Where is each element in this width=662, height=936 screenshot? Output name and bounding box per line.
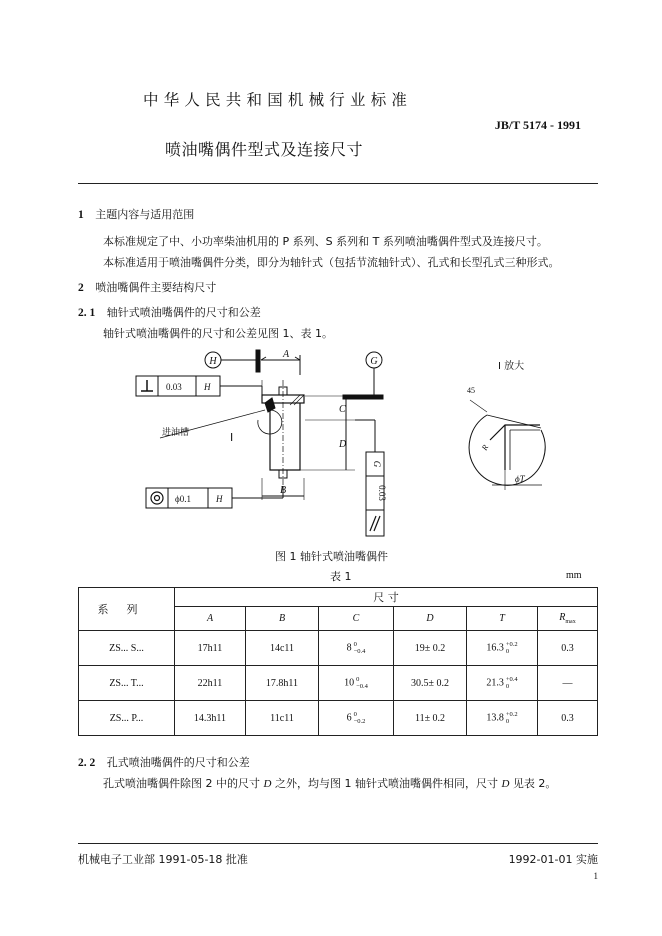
section-2-title: 喷油嘴偶件主要结构尺寸 (95, 281, 217, 294)
inlet-groove-label: 进油槽 (162, 428, 190, 438)
detail-t-label: ϕT (515, 474, 525, 484)
section-1-para-2: 本标准适用于喷油嘴偶件分类，即分为轴针式（包括节流轴针式）、孔式和长型孔式三种形式。 (103, 256, 560, 269)
datum-h-label: H (209, 356, 217, 367)
fcf-2-value: ϕ0.1 (175, 494, 191, 504)
fcf-3-value: 0.03 (377, 485, 387, 501)
footer-approved: 机械电子工业部 1991-05-18 批准 (78, 853, 248, 866)
standard-title: 中华人民共和国机械行业标准 (143, 91, 413, 109)
header-dimensions: 尺 寸 (175, 588, 598, 607)
datum-g-marker (343, 395, 383, 399)
nozzle-body (270, 403, 300, 470)
table-row: ZS... S... 17h11 14c11 8 0 −0.4 19± 0.2 16.3 +0.2 0 0.3 (79, 631, 598, 666)
datum-g-label: G (370, 356, 378, 367)
datum-h-marker (256, 350, 260, 372)
concentricity-icon (151, 492, 163, 504)
table-row: ZS... P... 14.3h11 11c11 6 0 −0.2 11± 0.2 13.8 +0.2 0 0.3 (79, 701, 598, 736)
header-col-d: D (394, 607, 467, 631)
dimension-a-label: A (283, 349, 290, 360)
section-2-1-para: 轴针式喷油嘴偶件的尺寸和公差见图 1、表 1。 (103, 327, 333, 340)
standard-number: JB/T 5174 - 1991 (494, 118, 581, 132)
detail-i-label: Ⅰ (230, 432, 234, 444)
section-1-number: 1 (78, 209, 84, 221)
document-title: 喷油嘴偶件型式及连接尺寸 (165, 140, 364, 159)
table-1-unit: mm (566, 570, 582, 581)
dimension-b-label: B (280, 485, 287, 496)
page-number: 1 (593, 871, 598, 881)
fcf-1-datum: H (204, 382, 211, 392)
header-col-c: C (319, 607, 394, 631)
section-2-2-heading (78, 756, 250, 770)
fcf-2-datum: H (216, 494, 223, 504)
footer-implemented: 1992-01-01 实施 (508, 853, 598, 866)
table-1 (78, 587, 598, 736)
section-2-2-number: 2. 2 (78, 757, 96, 769)
header-col-a: A (175, 607, 246, 631)
section-2-1-number: 2. 1 (78, 307, 96, 319)
section-2-2-title: 孔式喷油嘴偶件的尺寸和公差 (106, 756, 250, 769)
section-2-number: 2 (78, 282, 84, 294)
table-row: ZS... T... 22h11 17.8h11 10 0 −0.4 30.5± 0.2 21.3 +0.4 0 — (79, 666, 598, 701)
header-col-t: T (467, 607, 538, 631)
section-1-title: 主题内容与适用范围 (95, 208, 195, 221)
dimension-c-label: C (339, 404, 346, 415)
inlet-groove (265, 398, 275, 412)
section-2-1-title: 轴针式喷油嘴偶件的尺寸和公差 (106, 306, 261, 319)
header-col-r: $R_{max}$ (538, 607, 598, 631)
fcf-1-value: 0.03 (166, 382, 182, 392)
detail-angle-label: 45 (467, 386, 475, 395)
figure-1-caption: 图 1 轴针式喷油嘴偶件 (275, 550, 388, 563)
header-series: 系列 (79, 588, 175, 631)
table-1-title: 表 1 (330, 570, 352, 583)
section-1-para-1: 本标准规定了中、小功率柴油机用的 P 系列、S 系列和 T 系列喷油嘴偶件型式及连接尺寸。 (103, 235, 548, 248)
section-2-2-para: 孔式喷油嘴偶件除图 2 中的尺寸 D 之外，均与图 1 轴针式喷油嘴偶件相同，尺寸 D 见表 2。 (103, 777, 557, 790)
detail-enlarged-title: Ⅰ 放大 (498, 361, 525, 372)
header-col-b: B (246, 607, 319, 631)
detail-radius-label: R (479, 443, 491, 452)
dimension-d-label: D (339, 439, 347, 450)
footer-divider (78, 843, 598, 844)
fcf-3-datum: G (372, 460, 382, 468)
